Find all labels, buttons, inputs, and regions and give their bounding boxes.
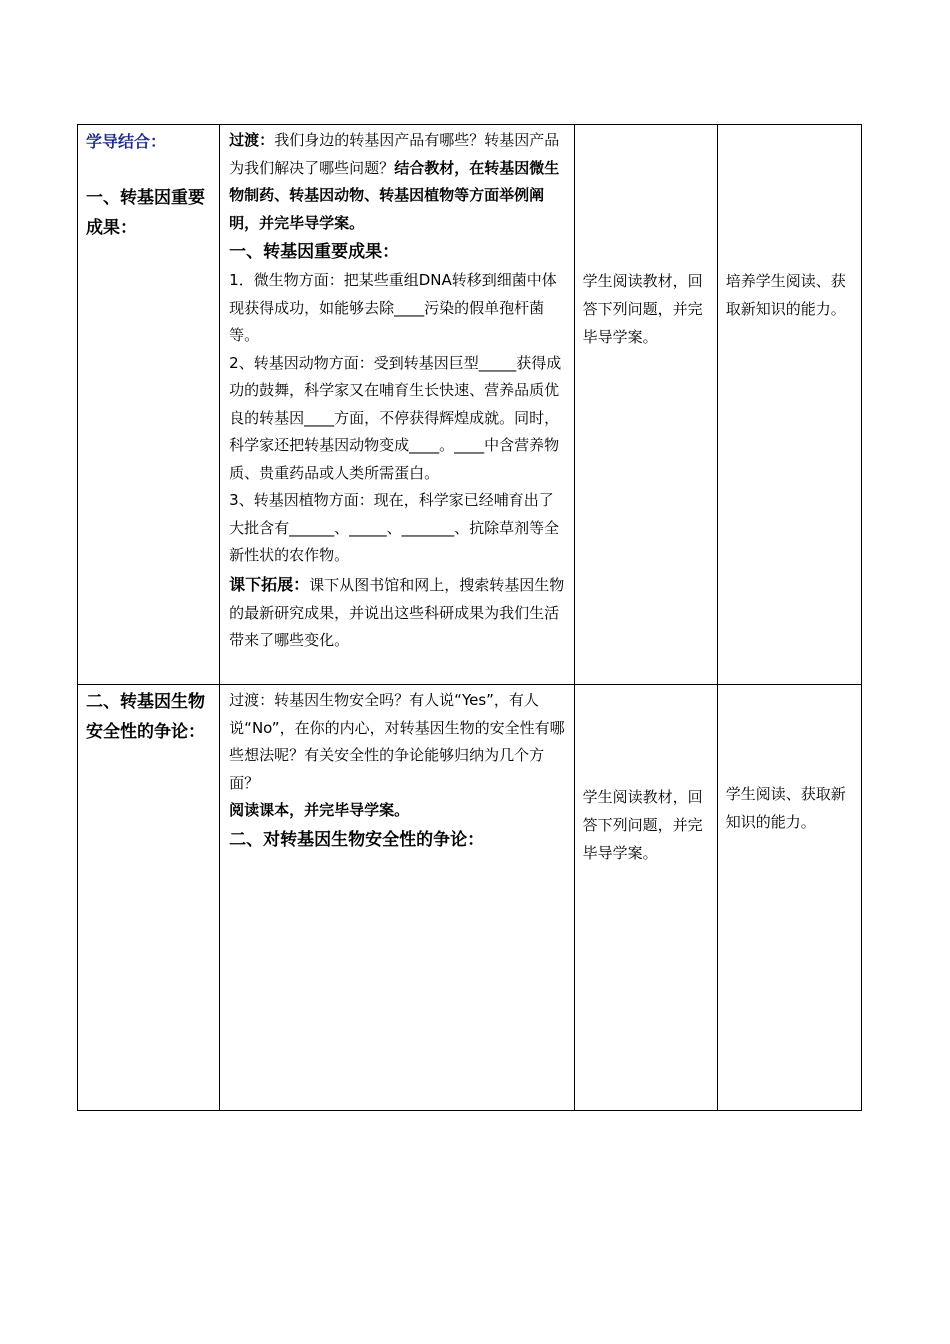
design-intent-text: 培养学生阅读、获取新知识的能力。	[725, 272, 846, 318]
step-title: 一、转基因重要成果：	[86, 188, 205, 238]
list-item: 3、转基因植物方面：现在，科学家已经哺育出了大批含有______、_____、_______、抗除草剂等全新性状的农作物。	[229, 491, 560, 564]
step-cell	[78, 125, 220, 685]
student-activity-cell	[574, 685, 717, 1111]
list-item: 2、转基因动物方面：受到转基因巨型_____获得成功的鼓舞，科学家又在哺育生长快速、营养品质优良的转基因____方面，不停获得辉煌成就。同时，科学家还把转基因动物变成____。____中含营养物质、贵重药品或人类所需蛋白。	[229, 353, 562, 482]
extension-label: 课下拓展：	[229, 574, 310, 594]
design-intent-text: 学生阅读、获取新知识的能力。	[725, 785, 846, 831]
student-activity-text: 学生阅读教材，回答下列问题，并完毕导学案。	[582, 272, 703, 346]
transition-label: 过渡：	[229, 131, 275, 149]
list-item: 1．微生物方面：把某些重组DNA转移到细菌中体现获得成功，如能够去除____污染的假单孢杆菌等。	[229, 271, 557, 344]
extension-text: 课下从图书馆和网上，搜索转基因生物的最新研究成果，并说出这些科研成果为我们生活带来了哪些变化。	[229, 575, 565, 649]
table-row	[78, 685, 862, 1111]
content-cell	[220, 125, 574, 685]
step-cell	[78, 685, 220, 1111]
section-title: 一、转基因重要成果：	[229, 242, 400, 262]
instruction-text: 阅读课本，并完毕导学案。	[229, 801, 410, 819]
table-row	[78, 125, 862, 685]
extension-paragraph	[229, 570, 565, 655]
student-activity-cell	[574, 125, 717, 685]
step-label: 学导结合：	[86, 132, 167, 151]
transition-text: 我们身边的转基因产品有哪些？转基因产品为我们解决了哪些问题？	[229, 131, 560, 177]
design-intent-cell	[717, 125, 861, 685]
transition-paragraph: 过渡：转基因生物安全吗？有人说“Yes”，有人说“No”，在你的内心，对转基因生物的安全性有哪些想法呢？有关安全性的争论能够归纳为几个方面？	[229, 691, 565, 792]
step-title: 二、转基因生物安全性的争论：	[86, 692, 205, 742]
section-title: 二、对转基因生物安全性的争论：	[229, 829, 485, 850]
transition-instruction: 结合教材，在转基因微生物制药、转基因动物、转基因植物等方面举例阐明，并完毕导学案。	[229, 158, 560, 232]
transition-paragraph	[229, 127, 565, 237]
student-activity-text: 学生阅读教材，回答下列问题，并完毕导学案。	[582, 788, 703, 862]
content-cell	[220, 685, 574, 1111]
design-intent-cell	[717, 685, 861, 1111]
lesson-plan-table	[77, 124, 862, 1111]
